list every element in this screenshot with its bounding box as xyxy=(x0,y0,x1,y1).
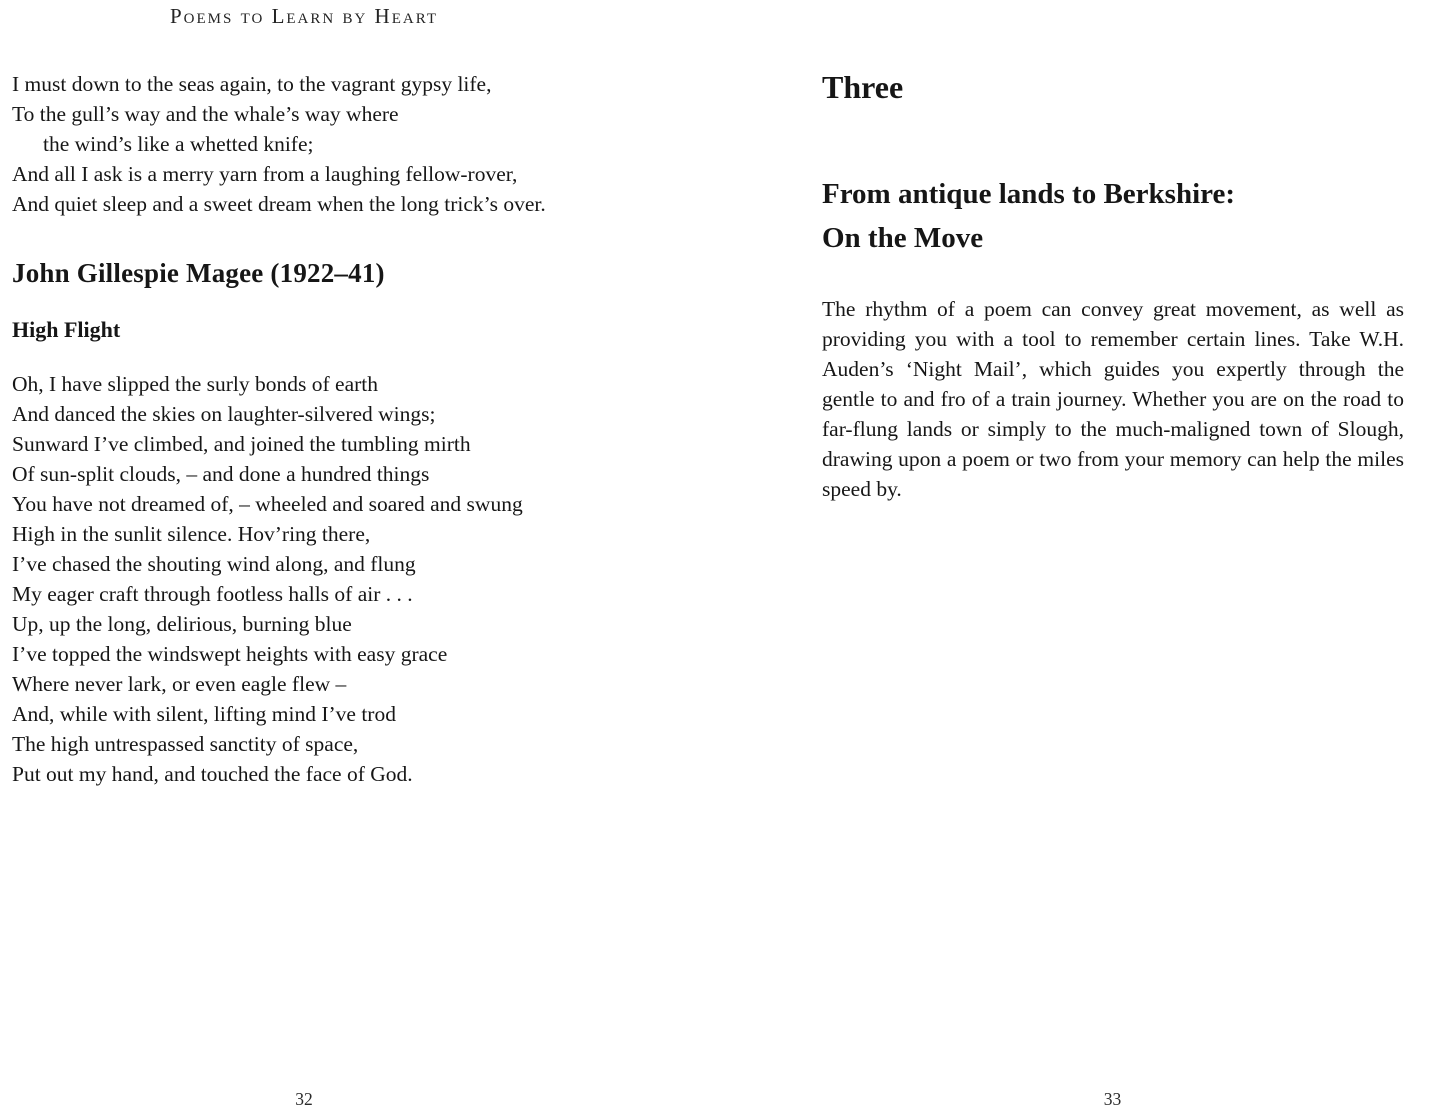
stanza-line: the wind’s like a whetted knife; xyxy=(43,132,314,156)
body-paragraph: The rhythm of a poem can convey great movement, as well as providing you with a tool to remember certain lines. Take W.H. Auden’s ‘Night Mail’, which guides you expertly through the gentle to and fro of a train journey. Whether you are on the road to far-flung lands or simply to the much-maligned town of Slough, drawing upon a poem or two from your memory can help the miles speed by. xyxy=(822,297,1404,501)
chapter-title-line: From antique lands to Berkshire: xyxy=(822,178,1236,210)
chapter-title-line: On the Move xyxy=(822,222,984,254)
poem-line: The high untrespassed sanctity of space, xyxy=(12,732,359,756)
stanza-line: And quiet sleep and a sweet dream when the long trick’s over. xyxy=(12,192,546,216)
poem-line: And danced the skies on laughter-silvered wings; xyxy=(12,402,436,426)
author-heading: John Gillespie Magee (1922–41) xyxy=(12,258,385,288)
stanza-line: And all I ask is a merry yarn from a laughing fellow-rover, xyxy=(12,162,518,186)
poem-line: Sunward I’ve climbed, and joined the tumbling mirth xyxy=(12,432,471,456)
poem-line: Put out my hand, and touched the face of God. xyxy=(12,762,413,786)
poem-line: I’ve chased the shouting wind along, and flung xyxy=(12,552,416,576)
stanza-line: To the gull’s way and the whale’s way where xyxy=(12,102,399,126)
poem-line: Oh, I have slipped the surly bonds of earth xyxy=(12,372,379,396)
chapter-number: Three xyxy=(822,69,904,105)
poem-line: Of sun-split clouds, – and done a hundred things xyxy=(12,462,430,486)
page-number-right: 33 xyxy=(1103,1089,1122,1109)
stanza-sea-fever xyxy=(12,69,652,219)
poem-line: And, while with silent, lifting mind I’ve trod xyxy=(12,702,396,726)
poem-line: Where never lark, or even eagle flew – xyxy=(12,672,347,696)
poem-line: High in the sunlit silence. Hov’ring there, xyxy=(12,522,371,546)
poem-line: I’ve topped the windswept heights with easy grace xyxy=(12,642,448,666)
poem-title: High Flight xyxy=(12,317,121,342)
running-header: Poems to Learn by Heart xyxy=(169,4,438,28)
page-number-left: 32 xyxy=(295,1089,313,1109)
poem-line: My eager craft through footless halls of air . . . xyxy=(12,582,413,606)
chapter-title xyxy=(822,172,1422,260)
poem-line: You have not dreamed of, – wheeled and soared and swung xyxy=(12,492,523,516)
stanza-line: I must down to the seas again, to the vagrant gypsy life, xyxy=(12,72,492,96)
poem-high-flight xyxy=(12,369,652,789)
poem-line: Up, up the long, delirious, burning blue xyxy=(12,612,352,636)
